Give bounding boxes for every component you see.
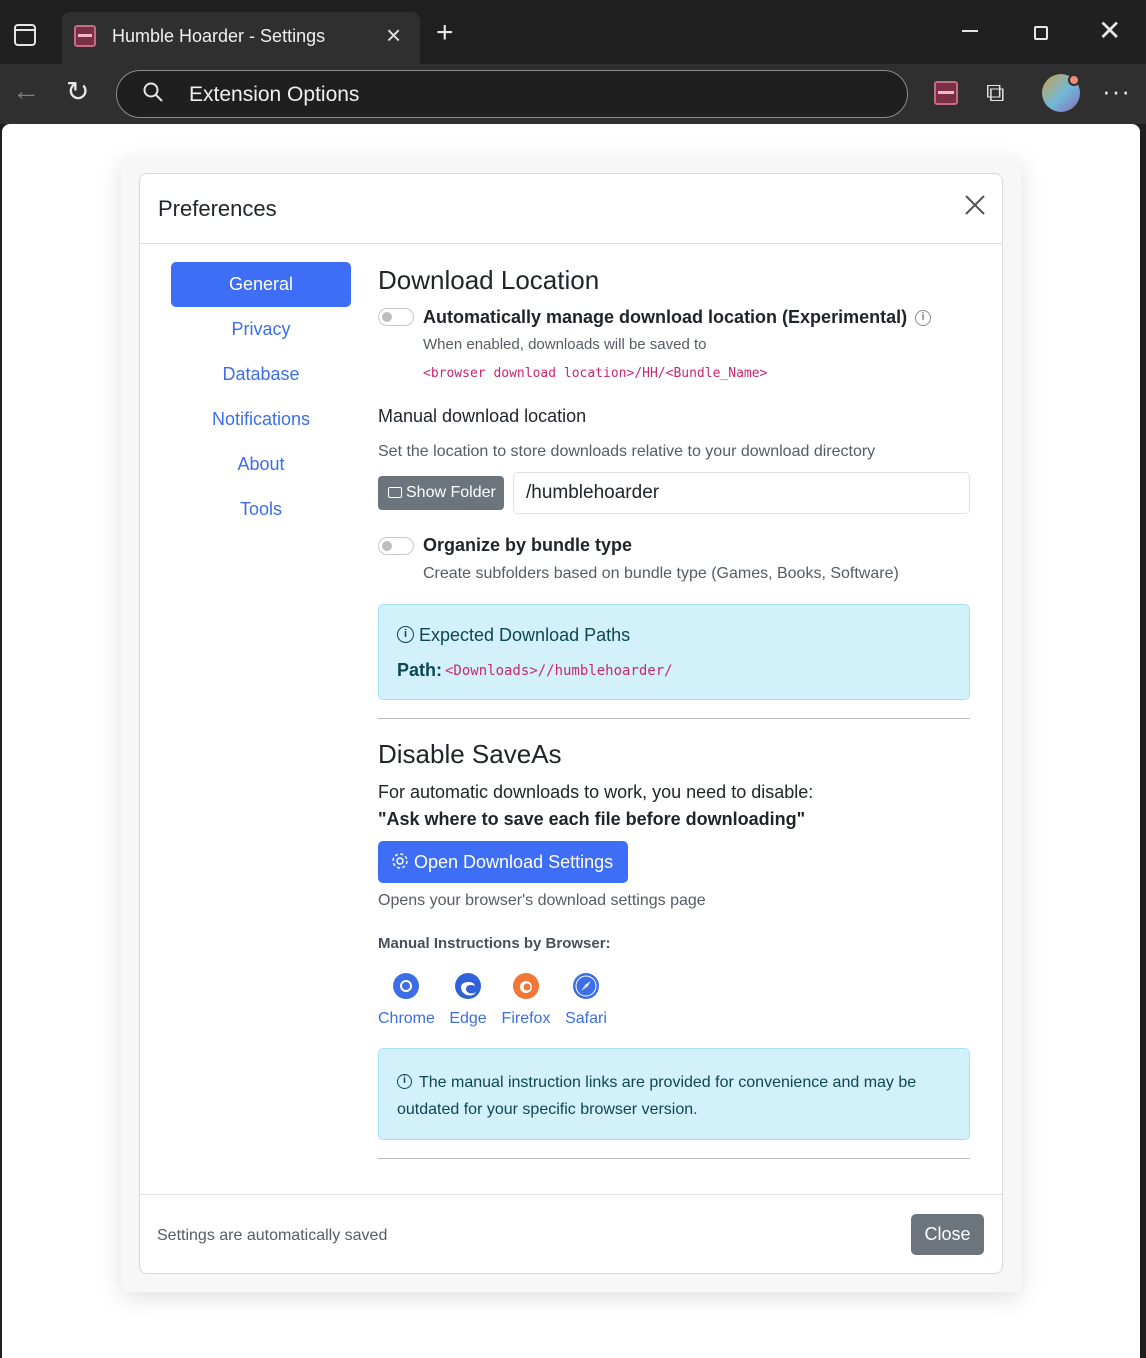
organize-desc: Create subfolders based on bundle type (Games, Books, Software) <box>423 565 899 582</box>
extensions-puzzle-icon[interactable]: ⧉ <box>986 77 1005 107</box>
nav-item-database[interactable]: Database <box>222 364 300 384</box>
minimize-icon[interactable] <box>962 30 978 32</box>
firefox-link[interactable] <box>500 972 552 1028</box>
open-download-settings-label: Open Download Settings <box>414 852 614 872</box>
modal-footer <box>140 1194 1002 1274</box>
manual-location-label: Manual download location <box>378 406 587 426</box>
tab-active[interactable] <box>62 12 420 64</box>
treasure-chest-icon <box>74 25 96 47</box>
gear-icon <box>391 852 409 870</box>
nav-item-notifications[interactable]: Notifications <box>211 409 311 429</box>
safari-label: Safari <box>565 1010 607 1027</box>
outdated-links-note: The manual instruction links are provided for convenience and may be outdated for your specific browser version. <box>397 1074 917 1118</box>
tab-title: Humble Hoarder - Settings <box>112 26 326 46</box>
expected-paths-alert <box>378 604 970 700</box>
info-icon[interactable]: i <box>915 310 931 326</box>
preferences-modal <box>139 173 1003 1274</box>
modal-title: Preferences <box>158 196 277 221</box>
nav-item-privacy[interactable]: Privacy <box>231 319 291 339</box>
organize-toggle[interactable] <box>378 537 414 555</box>
safari-link[interactable] <box>564 972 608 1028</box>
sidebar-toggle-icon[interactable] <box>14 24 36 46</box>
section-divider <box>378 718 970 719</box>
info-circle-icon: i <box>397 1074 412 1089</box>
nav-item-about[interactable]: About <box>237 454 285 474</box>
auto-manage-toggle[interactable] <box>378 308 414 326</box>
maximize-icon[interactable] <box>1034 26 1048 40</box>
show-folder-button[interactable] <box>378 476 504 510</box>
nav-item-tools[interactable]: Tools <box>239 499 283 519</box>
nav-item-general[interactable]: General <box>171 262 351 307</box>
address-bar[interactable] <box>116 70 908 118</box>
info-circle-icon: i <box>397 626 414 643</box>
manual-location-desc: Set the location to store downloads relative to your download directory <box>378 443 876 460</box>
profile-notification-dot <box>1068 74 1080 86</box>
download-path-input[interactable] <box>513 472 970 514</box>
download-location-heading: Download Location <box>378 265 600 295</box>
chrome-label: Chrome <box>378 1010 435 1027</box>
search-icon <box>143 82 163 102</box>
reload-icon[interactable]: ↻ <box>66 76 90 107</box>
tab-bar <box>0 0 1146 64</box>
tab-close-icon[interactable]: × <box>386 20 402 50</box>
disable-saveas-heading: Disable SaveAs <box>378 739 562 769</box>
auto-manage-desc: When enabled, downloads will be saved to <box>423 336 707 353</box>
manual-instructions-heading: Manual Instructions by Browser: <box>378 935 611 952</box>
address-text: Extension Options <box>189 83 360 106</box>
open-settings-desc: Opens your browser's download settings page <box>378 892 706 909</box>
auto-manage-path: <browser download location>/HH/<Bundle_Name> <box>423 366 768 381</box>
saveas-intro: For automatic downloads to work, you need to disable: <box>378 782 814 802</box>
section-divider <box>378 1158 970 1159</box>
firefox-icon <box>512 972 540 1000</box>
firefox-label: Firefox <box>501 1010 551 1027</box>
window-close-icon[interactable]: ✕ <box>1098 15 1122 46</box>
auto-save-text: Settings are automatically saved <box>157 1227 388 1244</box>
folder-icon <box>388 487 402 498</box>
chrome-link[interactable] <box>378 972 433 1028</box>
path-label: Path: <box>397 660 442 680</box>
browser-toolbar <box>0 64 1146 124</box>
saveas-setting-name: "Ask where to save each file before downloading" <box>378 809 806 829</box>
preferences-nav <box>171 262 351 532</box>
safari-icon <box>572 972 600 1000</box>
humble-hoarder-extension-icon[interactable] <box>934 81 958 105</box>
open-download-settings-button[interactable] <box>378 841 628 883</box>
back-arrow-icon[interactable]: ← <box>12 75 40 106</box>
more-menu-icon[interactable]: ··· <box>1102 76 1131 106</box>
new-tab-icon[interactable]: + <box>436 16 454 49</box>
edge-label: Edge <box>449 1010 487 1027</box>
expected-paths-title: Expected Download Paths <box>419 625 631 645</box>
chrome-icon <box>392 972 420 1000</box>
edge-link[interactable] <box>448 972 488 1028</box>
close-button[interactable]: Close <box>911 1214 984 1255</box>
edge-icon <box>454 972 482 1000</box>
close-icon[interactable] <box>964 194 986 216</box>
path-preview: <Downloads>//humblehoarder/ <box>445 663 673 679</box>
modal-header <box>140 174 1002 244</box>
organize-label: Organize by bundle type <box>423 535 633 555</box>
show-folder-label: Show Folder <box>406 484 496 501</box>
outdated-links-alert <box>378 1048 970 1140</box>
auto-manage-label: Automatically manage download location (Experimental) <box>423 307 908 327</box>
